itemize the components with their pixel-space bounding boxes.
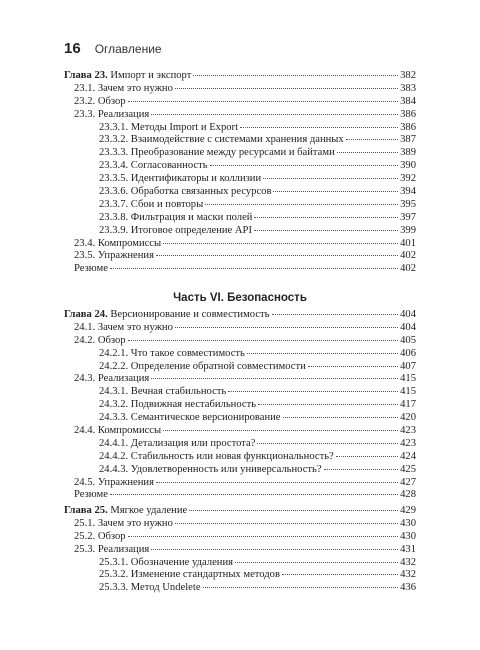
toc-entry-title: [74, 477, 154, 490]
toc-entry-text: Резюме: [74, 263, 108, 275]
toc-page-number: 428: [400, 489, 416, 501]
toc-entry-text: 24.2. Обзор: [74, 334, 126, 346]
toc-entry-title: [99, 451, 334, 464]
toc-page-number: 405: [400, 334, 416, 346]
toc-chapter-24: [64, 309, 416, 502]
toc-section-entry: [64, 83, 416, 96]
toc-section-entry: [64, 477, 416, 490]
toc-section-entry: [64, 531, 416, 544]
toc-page-number: 387: [400, 134, 416, 146]
dot-leader: [258, 404, 398, 405]
toc-page-number: 395: [400, 198, 416, 210]
dot-leader: [128, 101, 398, 102]
toc-page-number: 423: [400, 425, 416, 437]
toc-page-number: 415: [400, 373, 416, 385]
toc-page-number: 431: [400, 543, 416, 555]
toc-entry-title: [74, 250, 154, 263]
toc-entry-text: 24.5. Упражнения: [74, 476, 154, 488]
toc-page-number: 386: [400, 108, 416, 120]
toc-entry-text: 23.3.3. Преобразование между ресурсами и байтами: [99, 147, 335, 159]
toc-page-number: 406: [400, 347, 416, 359]
chapter-number: Глава 24.: [64, 309, 108, 320]
dot-leader: [110, 268, 398, 269]
dot-leader: [254, 230, 398, 231]
toc-entry-text: 23.4. Компромиссы: [74, 237, 162, 249]
running-title: Оглавление: [94, 42, 162, 56]
toc-page-number: 436: [400, 582, 416, 594]
toc-page-number: 402: [400, 263, 416, 275]
toc-entry-text: 25.2. Обзор: [74, 530, 126, 542]
dot-leader: [240, 127, 398, 128]
toc-entry-title: [74, 531, 126, 544]
toc-subsection-entry: [64, 225, 416, 238]
toc-page-number: 427: [400, 476, 416, 488]
toc-entry-title: [99, 160, 208, 173]
toc-entry-text: 25.3.3. Метод Undelete: [99, 582, 201, 594]
dot-leader: [337, 152, 398, 153]
toc-entry-title: [74, 238, 161, 251]
toc-entry-text: Версионирование и совместимость: [110, 309, 270, 320]
toc-subsection-entry: [64, 199, 416, 212]
toc-chapter-entry: [64, 505, 416, 518]
toc-chapter-entry: [64, 70, 416, 83]
toc-entry-title: [74, 83, 173, 96]
dot-leader: [210, 165, 398, 166]
dot-leader: [336, 456, 398, 457]
toc-page-number: 390: [400, 160, 416, 172]
toc-entry-text: 24.2.2. Определение обратной совместимости: [99, 360, 306, 372]
toc-page-number: 429: [400, 505, 416, 516]
page-header: [64, 40, 162, 57]
toc-entry-text: 25.3.1. Обозначение удаления: [99, 556, 233, 568]
part-title: Часть VI. Безопасность: [173, 292, 307, 304]
toc-section-entry: [64, 250, 416, 263]
toc-page-number: 430: [400, 517, 416, 529]
dot-leader: [128, 340, 398, 341]
toc-entry-title: [74, 425, 161, 438]
toc-entry-title: [99, 361, 306, 374]
toc-entry-text: 23.3.4. Согласованность: [99, 160, 208, 172]
page-number: 16: [64, 40, 81, 57]
toc-page-number: 399: [400, 224, 416, 236]
toc-page-number: 392: [400, 173, 416, 185]
toc-entry-text: 24.4.3. Удовлетворенность или универсальность?: [99, 463, 322, 475]
toc-entry-text: 23.3.6. Обработка связанных ресурсов: [99, 186, 272, 198]
toc-entry-text: 23.2. Обзор: [74, 95, 126, 107]
dot-leader: [273, 191, 398, 192]
toc-subsection-entry: [64, 134, 416, 147]
toc-section-entry: [64, 373, 416, 386]
toc-entry-title: [99, 464, 322, 477]
toc-entry-text: 25.3.2. Изменение стандартных методов: [99, 569, 280, 581]
dot-leader: [228, 391, 398, 392]
toc-subsection-entry: [64, 122, 416, 135]
toc-subsection-entry: [64, 399, 416, 412]
toc-subsection-entry: [64, 464, 416, 477]
toc-entry-text: 24.4. Компромиссы: [74, 425, 162, 437]
toc-page-number: 394: [400, 186, 416, 198]
toc-entry-text: 23.3. Реализация: [74, 108, 150, 120]
toc-entry-title: [99, 173, 261, 186]
dot-leader: [193, 75, 398, 76]
dot-leader: [235, 562, 398, 563]
toc-entry-title: [99, 557, 233, 570]
toc-section-entry: [64, 109, 416, 122]
toc-section-entry: [64, 238, 416, 251]
toc-entry-text: 24.3.3. Семантическое версионирование: [99, 412, 281, 424]
dot-leader: [254, 217, 398, 218]
dot-leader: [263, 178, 398, 179]
toc-page-number: 432: [400, 569, 416, 581]
toc-subsection-entry: [64, 160, 416, 173]
toc-entry-text: 25.1. Зачем это нужно: [74, 517, 173, 529]
toc-entry-title: [99, 412, 281, 425]
dot-leader: [283, 417, 398, 418]
toc-page-number: 430: [400, 530, 416, 542]
toc-entry-text: 24.3.2. Подвижная нестабильность: [99, 399, 257, 411]
toc-entry-title: [74, 489, 108, 502]
dot-leader: [128, 536, 398, 537]
toc-page-number: 423: [400, 437, 416, 449]
toc-section-entry: [64, 322, 416, 335]
toc-entry-text: 24.3. Реализация: [74, 373, 150, 385]
dot-leader: [151, 378, 398, 379]
toc-page-number: 432: [400, 556, 416, 568]
toc-page-number: 383: [400, 82, 416, 94]
toc-entry-text: 23.1. Зачем это нужно: [74, 82, 173, 94]
dot-leader: [346, 139, 398, 140]
toc-chapter-25: [64, 505, 416, 595]
toc-entry-title: [64, 70, 191, 83]
toc-subsection-entry: [64, 212, 416, 225]
toc-subsection-entry: [64, 412, 416, 425]
toc-section-entry: [64, 544, 416, 557]
dot-leader: [205, 204, 398, 205]
toc-subsection-entry: [64, 451, 416, 464]
toc-chapter-entry: [64, 309, 416, 322]
dot-leader: [163, 243, 398, 244]
toc-entry-text: 23.5. Упражнения: [74, 250, 154, 262]
toc-subsection-entry: [64, 569, 416, 582]
toc-page-number: 402: [400, 250, 416, 262]
toc-entry-text: Резюме: [74, 489, 108, 501]
toc-section-entry: [64, 489, 416, 502]
toc-entry-title: [74, 109, 149, 122]
toc-entry-title: [64, 309, 270, 322]
dot-leader: [110, 494, 398, 495]
toc-entry-text: 24.3.1. Вечная стабильность: [99, 386, 227, 398]
toc-entry-title: [74, 373, 149, 386]
toc-entry-text: 25.3. Реализация: [74, 543, 150, 555]
toc-entry-title: [99, 348, 245, 361]
chapter-number: Глава 23.: [64, 70, 108, 81]
toc-entry-text: 23.3.8. Фильтрация и маски полей: [99, 211, 253, 223]
toc-section-entry: [64, 335, 416, 348]
toc-section-entry: [64, 263, 416, 276]
toc-entry-title: [74, 263, 108, 276]
toc-page-number: 424: [400, 450, 416, 462]
toc-chapter-23: [64, 70, 416, 276]
toc-section-entry: [64, 96, 416, 109]
toc-entry-text: 23.3.2. Взаимодействие с системами хранения данных: [99, 134, 344, 146]
dot-leader: [163, 430, 398, 431]
toc-entry-text: 24.2.1. Что такое совместимость: [99, 347, 245, 359]
dot-leader: [203, 587, 398, 588]
toc-subsection-entry: [64, 186, 416, 199]
toc-entry-title: [99, 569, 280, 582]
toc-entry-text: 23.3.1. Методы Import и Export: [99, 121, 239, 133]
toc-entry-title: [99, 134, 344, 147]
toc-entry-title: [74, 544, 149, 557]
toc-page-number: 425: [400, 463, 416, 475]
toc-entry-title: [99, 386, 226, 399]
toc-section-entry: [64, 518, 416, 531]
dot-leader: [272, 314, 398, 315]
chapter-number: Глава 25.: [64, 505, 108, 516]
toc-entry-title: [74, 322, 173, 335]
toc-subsection-entry: [64, 348, 416, 361]
toc-entry-title: [99, 399, 256, 412]
toc-page-number: 386: [400, 121, 416, 133]
dot-leader: [189, 510, 398, 511]
dot-leader: [324, 469, 398, 470]
toc-entry-title: [99, 199, 203, 212]
toc-page-number: 420: [400, 412, 416, 424]
toc-entry-title: [99, 186, 271, 199]
toc-subsection-entry: [64, 386, 416, 399]
toc-subsection-entry: [64, 361, 416, 374]
dot-leader: [247, 353, 398, 354]
dot-leader: [257, 443, 398, 444]
toc-page-number: 397: [400, 211, 416, 223]
toc-entry-text: Импорт и экспорт: [110, 70, 192, 81]
toc-entry-text: Мягкое удаление: [110, 505, 188, 516]
toc-subsection-entry: [64, 147, 416, 160]
toc-entry-title: [99, 212, 252, 225]
toc-entry-title: [99, 122, 238, 135]
toc-subsection-entry: [64, 557, 416, 570]
dot-leader: [175, 327, 398, 328]
toc-subsection-entry: [64, 438, 416, 451]
dot-leader: [175, 523, 398, 524]
toc-entry-text: 23.3.5. Идентификаторы и коллизии: [99, 173, 262, 185]
toc-entry-text: 23.3.9. Итоговое определение API: [99, 224, 252, 236]
toc-entry-title: [99, 225, 252, 238]
dot-leader: [308, 366, 398, 367]
toc-entry-title: [74, 518, 173, 531]
dot-leader: [156, 482, 398, 483]
dot-leader: [151, 114, 398, 115]
dot-leader: [282, 574, 398, 575]
toc-page-number: 382: [400, 70, 416, 81]
toc-entry-title: [99, 582, 201, 595]
dot-leader: [151, 549, 398, 550]
dot-leader: [175, 88, 398, 89]
toc-entry-title: [74, 335, 126, 348]
toc-entry-title: [99, 438, 255, 451]
toc-page-number: 404: [400, 309, 416, 320]
toc-page-number: 401: [400, 237, 416, 249]
toc-entry-text: 24.1. Зачем это нужно: [74, 321, 173, 333]
toc-page-number: 404: [400, 321, 416, 333]
toc-entry-text: 24.4.2. Стабильность или новая функциональность?: [99, 450, 334, 462]
toc-page-number: 415: [400, 386, 416, 398]
toc-entry-title: [64, 505, 187, 518]
toc-page-number: 384: [400, 95, 416, 107]
toc-page-number: 417: [400, 399, 416, 411]
toc-subsection-entry: [64, 173, 416, 186]
toc-entry-text: 24.4.1. Детализация или простота?: [99, 437, 256, 449]
dot-leader: [156, 255, 398, 256]
toc-section-entry: [64, 425, 416, 438]
toc-entry-title: [74, 96, 126, 109]
toc-subsection-entry: [64, 582, 416, 595]
toc-page-number: 407: [400, 360, 416, 372]
toc-entry-title: [99, 147, 335, 160]
toc-entry-text: 23.3.7. Сбои и повторы: [99, 198, 204, 210]
toc-page-number: 389: [400, 147, 416, 159]
